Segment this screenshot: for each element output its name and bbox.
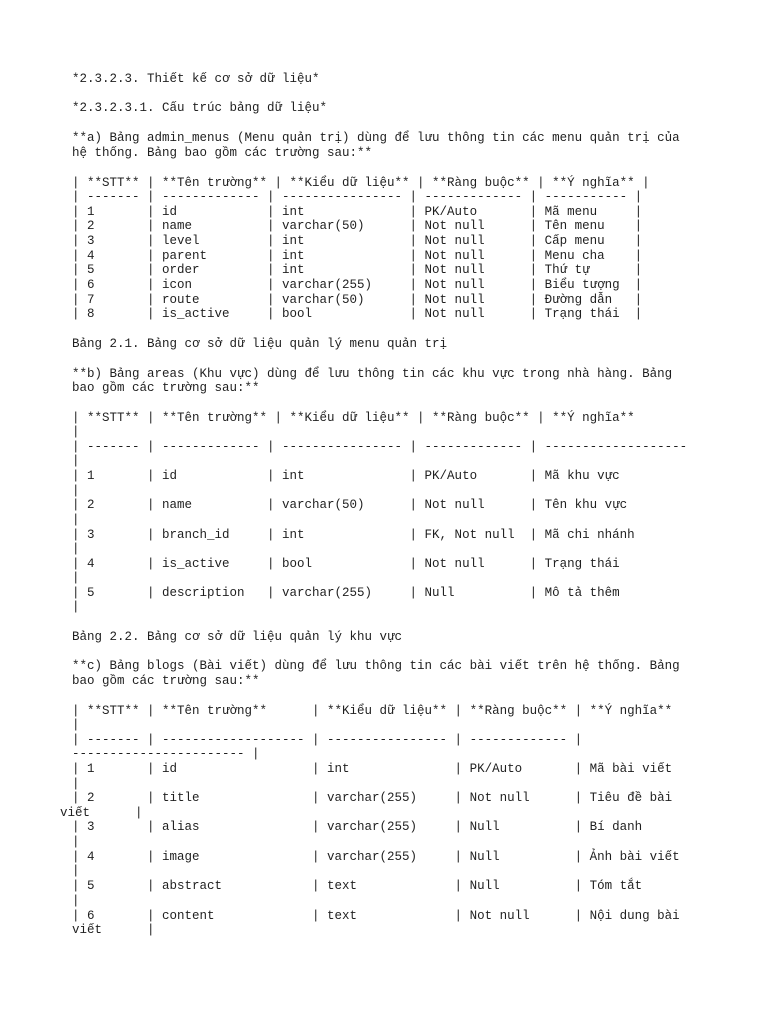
table-a-row: | 8 | is_active | bool | Not null | Trạng thái | [72,307,643,321]
table-b-separator: | ------- | ------------- | ---------------- | ------------- | ------------------- [72,440,688,454]
table-c-row: | 4 | image | varchar(255) | Null | Ảnh bài viết [72,850,680,864]
table-a-row: | 1 | id | int | PK/Auto | Mã menu | [72,205,643,219]
table-b-wrap: | [72,600,80,614]
table-a-row: | 4 | parent | int | Not null | Menu cha | [72,249,643,263]
table-b-header: | **STT** | **Tên trường** | **Kiểu dữ liệu** | **Ràng buộc** | **Ý nghĩa** [72,411,635,425]
section-b-intro-line-1: **b) Bảng areas (Khu vực) dùng để lưu thông tin các khu vực trong nhà hàng. Bảng [72,367,673,381]
heading-section: *2.3.2.3. Thiết kế cơ sở dữ liệu* [72,72,320,86]
table-c-wrap: | [72,718,80,732]
table-c-separator: | ------- | ------------------- | ---------------- | ------------- | [72,733,583,747]
table-a-row: | 6 | icon | varchar(255) | Not null | Biểu tượng | [72,278,643,292]
table-a-row: | 7 | route | varchar(50) | Not null | Đường dẫn | [72,293,643,307]
section-a-intro-line-1: **a) Bảng admin_menus (Menu quản trị) dùng để lưu thông tin các menu quản trị của [72,131,680,145]
table-c-row: | 6 | content | text | Not null | Nội dung bài [72,909,680,923]
section-a-intro-line-2: hệ thống. Bảng bao gồm các trường sau:** [72,146,373,160]
section-c-intro-line-2: bao gồm các trường sau:** [72,674,260,688]
section-c-intro-line-1: **c) Bảng blogs (Bài viết) dùng để lưu thông tin các bài viết trên hệ thống. Bảng [72,659,680,673]
table-c-row: | 5 | abstract | text | Null | Tóm tắt [72,879,643,893]
table-a-row: | 2 | name | varchar(50) | Not null | Tên menu | [72,219,643,233]
table-b-wrap: | [72,571,80,585]
heading-subsection: *2.3.2.3.1. Cấu trúc bảng dữ liệu* [72,101,328,115]
table-a-separator: | ------- | ------------- | ---------------- | ------------- | ----------- | [72,190,643,204]
table-a-caption: Bảng 2.1. Bảng cơ sở dữ liệu quản lý menu quản trị [72,337,448,351]
table-c-wrap: viết | [72,923,155,937]
table-b-row: | 5 | description | varchar(255) | Null | Mô tả thêm [72,586,620,600]
table-b-wrap: | [72,425,80,439]
table-b-row: | 3 | branch_id | int | FK, Not null | Mã chi nhánh [72,528,635,542]
table-a-header: | **STT** | **Tên trường** | **Kiểu dữ liệu** | **Ràng buộc** | **Ý nghĩa** | [72,176,650,190]
table-c-wrap: | [72,835,80,849]
table-b-row: | 4 | is_active | bool | Not null | Trạng thái [72,557,620,571]
table-c-separator-wrap: ----------------------- | [72,747,260,761]
table-a-row: | 5 | order | int | Not null | Thứ tự | [72,263,643,277]
table-c-wrap: | [72,864,80,878]
table-c-row: | 2 | title | varchar(255) | Not null | Tiêu đề bài [72,791,673,805]
table-b-wrap: | [72,454,80,468]
table-b-row: | 1 | id | int | PK/Auto | Mã khu vực [72,469,620,483]
table-c-header: | **STT** | **Tên trường** | **Kiểu dữ liệu** | **Ràng buộc** | **Ý nghĩa** [72,704,673,718]
table-b-wrap: | [72,484,80,498]
table-c-wrap: | [72,777,80,791]
table-b-caption: Bảng 2.2. Bảng cơ sở dữ liệu quản lý khu vực [72,630,403,644]
table-b-row: | 2 | name | varchar(50) | Not null | Tên khu vực [72,498,628,512]
section-b-intro-line-2: bao gồm các trường sau:** [72,381,260,395]
table-c-row: | 1 | id | int | PK/Auto | Mã bài viết [72,762,673,776]
table-c-row: | 3 | alias | varchar(255) | Null | Bí danh [72,820,643,834]
table-b-wrap: | [72,513,80,527]
table-c-wrap: | [72,894,80,908]
table-c-wrap: viết | [60,806,143,820]
table-b-wrap: | [72,542,80,556]
table-a-row: | 3 | level | int | Not null | Cấp menu | [72,234,643,248]
